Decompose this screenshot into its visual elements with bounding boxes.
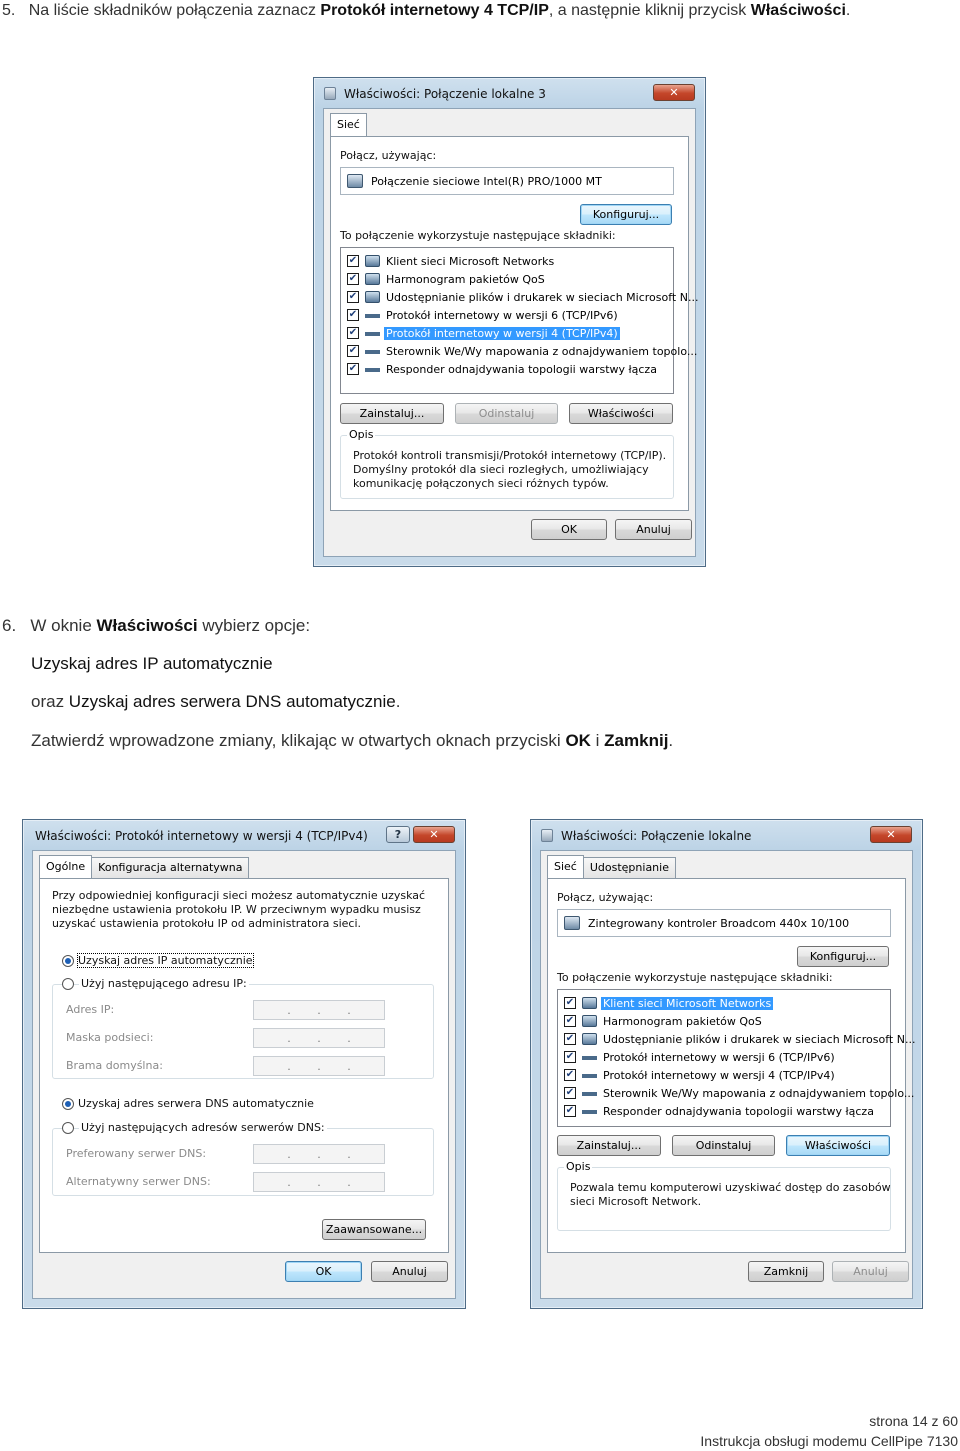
service-icon: [365, 291, 380, 303]
ip-address-field: [253, 1000, 385, 1020]
step6-instruction: [2, 616, 310, 636]
window-title: Właściwości: Połączenie lokalne: [561, 829, 752, 843]
list-item[interactable]: [564, 1049, 837, 1065]
list-item-label: Responder odnajdywania topologii warstwy łącza: [603, 1104, 874, 1118]
list-item-label: Sterownik We/Wy mapowania z odnajdywaniem topolo...: [603, 1086, 915, 1100]
protocol-icon: [582, 1056, 597, 1060]
step5-bold-protocol: Protokół internetowy 4 TCP/IP: [320, 2, 549, 19]
list-item[interactable]: [347, 307, 620, 323]
checkbox-icon[interactable]: ✔: [565, 1033, 575, 1044]
description-title: Opis: [349, 428, 374, 441]
list-item[interactable]: [564, 1085, 916, 1101]
tab-alternate-config[interactable]: Konfiguracja alternatywna: [91, 857, 249, 878]
list-item-label: Udostępnianie plików i drukarek w sieciach Microsoft N...: [386, 290, 699, 304]
step6-text: wybierz opcje:: [197, 616, 311, 635]
dialog-local-connection-3: [313, 77, 706, 567]
manual-title: Instrukcja obsługi modemu CellPipe 7130: [700, 1433, 958, 1449]
properties-button[interactable]: Właściwości: [569, 403, 673, 424]
protocol-icon: [365, 368, 380, 372]
step5-instruction: [2, 2, 850, 20]
install-button[interactable]: Zainstaluj...: [340, 403, 444, 424]
preferred-dns-field: [253, 1144, 385, 1164]
subnet-mask-label: Maska podsieci:: [66, 1031, 154, 1044]
dialog-local-connection: [530, 819, 923, 1309]
adapter-icon: [347, 174, 363, 188]
ip-dot: .: [287, 1031, 291, 1045]
service-icon: [365, 255, 380, 267]
list-item-label: Sterownik We/Wy mapowania z odnajdywaniem topolo...: [386, 344, 698, 358]
checkbox-icon[interactable]: ✔: [565, 1105, 575, 1116]
protocol-icon: [582, 1110, 597, 1114]
step6-text: i: [590, 731, 605, 750]
protocol-icon: [582, 1074, 597, 1078]
list-item[interactable]: [347, 343, 699, 359]
ip-dot: .: [317, 1031, 321, 1045]
radio-manual-ip-label[interactable]: Użyj następującego adresu IP:: [81, 977, 247, 990]
components-label: To połączenie wykorzystuje następujące składniki:: [557, 971, 833, 984]
step6-bold-properties: Właściwości: [96, 616, 198, 635]
step6-line-auto-dns: [31, 692, 400, 712]
list-item-label: Harmonogram pakietów QoS: [603, 1014, 762, 1028]
ip-dot: .: [347, 1003, 351, 1017]
dialog-body: [323, 108, 699, 557]
radio-auto-ip[interactable]: [62, 955, 74, 967]
configure-button[interactable]: Konfiguruj...: [797, 946, 889, 967]
ip-dot: .: [347, 1147, 351, 1161]
adapter-icon: [564, 916, 580, 930]
step6-text: .: [668, 731, 674, 750]
ip-dot: .: [317, 1059, 321, 1073]
step5-text: .: [845, 2, 851, 19]
ip-dot: .: [347, 1175, 351, 1189]
network-icon: [541, 829, 553, 842]
uninstall-button: Odinstaluj: [455, 403, 558, 424]
step6-text: .: [395, 692, 401, 711]
components-list[interactable]: [340, 247, 699, 394]
step6-number: 6.: [2, 616, 17, 635]
step6-line-confirm: [31, 731, 673, 751]
tab-general[interactable]: Ogólne: [39, 855, 92, 878]
step5-text: , a następnie kliknij przycisk: [548, 2, 751, 19]
install-button[interactable]: Zainstaluj...: [557, 1135, 661, 1156]
title-bar[interactable]: [314, 78, 705, 108]
manual-dns-group: [52, 1121, 434, 1196]
step6-line-auto-ip: [31, 654, 273, 674]
advanced-button[interactable]: Zaawansowane...: [322, 1219, 426, 1240]
tab-strip: [39, 857, 248, 879]
title-bar[interactable]: [23, 820, 465, 850]
components-list[interactable]: [557, 989, 916, 1127]
checkbox-icon[interactable]: ✔: [348, 363, 358, 374]
step6-bold-auto-dns: Uzyskaj adres serwera DNS automatycznie: [68, 692, 396, 711]
list-item[interactable]: [347, 253, 556, 269]
connect-using-label: Połącz, używając:: [340, 149, 437, 162]
description-line: Protokół kontroli transmisji/Protokół internetowy (TCP/IP).: [353, 449, 667, 462]
properties-button[interactable]: Właściwości: [786, 1135, 890, 1156]
list-item-label: Harmonogram pakietów QoS: [386, 272, 545, 286]
ip-dot: .: [287, 1059, 291, 1073]
ip-dot: .: [317, 1175, 321, 1189]
radio-auto-ip-label[interactable]: Uzyskaj adres IP automatycznie: [78, 954, 253, 967]
connect-using-label: Połącz, używając:: [557, 891, 654, 904]
checkbox-icon[interactable]: ✔: [565, 1087, 575, 1098]
title-bar[interactable]: [531, 820, 922, 850]
close-icon[interactable]: ✕: [413, 826, 455, 843]
description-line: sieci Microsoft Network.: [570, 1195, 702, 1208]
radio-manual-ip[interactable]: [62, 978, 74, 990]
ok-button[interactable]: OK: [531, 519, 607, 540]
description-group: [340, 428, 674, 499]
list-item[interactable]: [564, 1103, 876, 1119]
checkbox-icon[interactable]: ✔: [565, 1015, 575, 1026]
step5-text: Na liście składników połączenia zaznacz: [28, 2, 321, 19]
list-item[interactable]: [347, 289, 700, 305]
dialog-body: [540, 850, 916, 1299]
alternate-dns-label: Alternatywny serwer DNS:: [66, 1175, 211, 1188]
subnet-mask-field: [253, 1028, 385, 1048]
step6-bold-ok: OK: [565, 731, 591, 750]
step6-bold-close: Zamknij: [604, 731, 669, 750]
checkbox-icon[interactable]: ✔: [348, 273, 358, 284]
ip-address-label: Adres IP:: [66, 1003, 115, 1016]
tab-strip: [547, 857, 675, 879]
checkbox-icon[interactable]: ✔: [348, 255, 358, 266]
list-item-label: Responder odnajdywania topologii warstwy łącza: [386, 362, 657, 376]
components-label: To połączenie wykorzystuje następujące składniki:: [340, 229, 616, 242]
list-item-label: Protokół internetowy w wersji 4 (TCP/IPv4): [603, 1068, 835, 1082]
uninstall-button[interactable]: Odinstaluj: [672, 1135, 775, 1156]
checkbox-icon[interactable]: ✔: [348, 309, 358, 320]
list-item[interactable]: [347, 361, 659, 377]
radio-auto-dns-label[interactable]: Uzyskaj adres serwera DNS automatycznie: [78, 1097, 314, 1110]
list-item[interactable]: [347, 325, 620, 341]
preferred-dns-label: Preferowany serwer DNS:: [66, 1147, 207, 1160]
ip-dot: .: [347, 1031, 351, 1045]
dialog-tcpipv4-properties: [22, 819, 466, 1309]
tab-panel: [330, 136, 699, 511]
adapter-field: [557, 909, 891, 937]
list-item-label: Klient sieci Microsoft Networks: [603, 996, 772, 1010]
checkbox-icon[interactable]: ✔: [348, 345, 358, 356]
description-title: Opis: [566, 1160, 591, 1173]
checkbox-icon[interactable]: ✔: [348, 327, 358, 338]
list-item-label: Udostępnianie plików i drukarek w sieciach Microsoft N...: [603, 1032, 916, 1046]
protocol-icon: [582, 1092, 597, 1096]
list-item[interactable]: [347, 271, 547, 287]
step5-bold-properties: Właściwości: [750, 2, 846, 19]
step6-text: oraz: [31, 692, 69, 711]
list-item-label: Protokół internetowy w wersji 6 (TCP/IPv6): [386, 308, 618, 322]
intro-line: Przy odpowiedniej konfiguracji sieci możesz automatycznie uzyskać: [52, 889, 426, 902]
default-gateway-field: [253, 1056, 385, 1076]
ok-button[interactable]: OK: [285, 1261, 362, 1282]
ip-dot: .: [347, 1059, 351, 1073]
service-icon: [582, 1015, 597, 1027]
tab-network[interactable]: Sieć: [547, 855, 584, 878]
service-icon: [582, 997, 597, 1009]
tab-panel: [39, 878, 449, 1253]
close-icon[interactable]: ✕: [870, 826, 912, 843]
radio-auto-dns[interactable]: [62, 1098, 74, 1110]
list-item[interactable]: [564, 995, 773, 1011]
close-icon[interactable]: ✕: [653, 84, 695, 101]
description-group: [557, 1160, 891, 1231]
intro-line: uzyskać ustawienia protokołu IP od administratora sieci.: [52, 917, 361, 930]
protocol-icon: [365, 332, 380, 336]
close-button[interactable]: Zamknij: [748, 1261, 824, 1282]
cancel-button[interactable]: Anuluj: [371, 1261, 448, 1282]
step6-text: W oknie: [30, 616, 97, 635]
checkbox-icon[interactable]: ✔: [565, 1051, 575, 1062]
service-icon: [365, 273, 380, 285]
tab-panel: [547, 878, 916, 1253]
ip-dot: .: [287, 1003, 291, 1017]
list-item[interactable]: [564, 1013, 764, 1029]
network-icon: [324, 87, 336, 100]
description-line: komunikację połączonych sieci różnych typów.: [353, 477, 609, 490]
step6-text: Zatwierdź wprowadzone zmiany, klikając w otwartych oknach przyciski: [31, 731, 566, 750]
dialog-body: [32, 850, 456, 1299]
tab-network[interactable]: Sieć: [330, 113, 367, 136]
checkbox-icon[interactable]: ✔: [348, 291, 358, 302]
intro-line: niezbędne ustawienia protokołu IP. W przeciwnym wypadku musisz: [52, 903, 421, 916]
window-title: Właściwości: Połączenie lokalne 3: [344, 87, 546, 101]
configure-button[interactable]: Konfiguruj...: [580, 204, 672, 225]
cancel-button: Anuluj: [832, 1261, 909, 1282]
description-line: Domyślny protokół dla sieci rozległych, umożliwiający: [353, 463, 649, 476]
step6-bold-auto-ip: Uzyskaj adres IP automatycznie: [31, 654, 273, 673]
ip-dot: .: [317, 1003, 321, 1017]
radio-manual-dns-label[interactable]: Użyj następujących adresów serwerów DNS:: [81, 1121, 325, 1134]
cancel-button[interactable]: Anuluj: [615, 519, 692, 540]
radio-manual-dns[interactable]: [62, 1122, 74, 1134]
description-line: Pozwala temu komputerowi uzyskiwać dostęp do zasobów: [570, 1181, 891, 1194]
default-gateway-label: Brama domyślna:: [66, 1059, 163, 1072]
adapter-field: [340, 167, 674, 195]
page-number: strona 14 z 60: [869, 1413, 958, 1429]
tab-strip: [330, 115, 366, 137]
list-item-label: Protokół internetowy w wersji 4 (TCP/IPv4): [386, 326, 618, 340]
tab-sharing[interactable]: Udostępnianie: [583, 857, 676, 878]
adapter-name: Zintegrowany kontroler Broadcom 440x 10/100: [588, 917, 850, 930]
help-icon[interactable]: ?: [386, 826, 410, 843]
ip-dot: .: [317, 1147, 321, 1161]
service-icon: [582, 1033, 597, 1045]
checkbox-icon[interactable]: ✔: [565, 1069, 575, 1080]
alternate-dns-field: [253, 1172, 385, 1192]
list-item-label: Klient sieci Microsoft Networks: [386, 254, 555, 268]
protocol-icon: [365, 314, 380, 318]
protocol-icon: [365, 350, 380, 354]
checkbox-icon[interactable]: ✔: [565, 997, 575, 1008]
manual-ip-group: [52, 977, 434, 1079]
list-item[interactable]: [564, 1031, 917, 1047]
adapter-name: Połączenie sieciowe Intel(R) PRO/1000 MT: [371, 175, 602, 188]
ip-dot: .: [287, 1147, 291, 1161]
list-item[interactable]: [564, 1067, 837, 1083]
window-title: Właściwości: Protokół internetowy w wersji 4 (TCP/IPv4): [35, 829, 368, 843]
ip-dot: .: [287, 1175, 291, 1189]
list-item-label: Protokół internetowy w wersji 6 (TCP/IPv6): [603, 1050, 835, 1064]
step5-number: 5.: [2, 2, 16, 19]
